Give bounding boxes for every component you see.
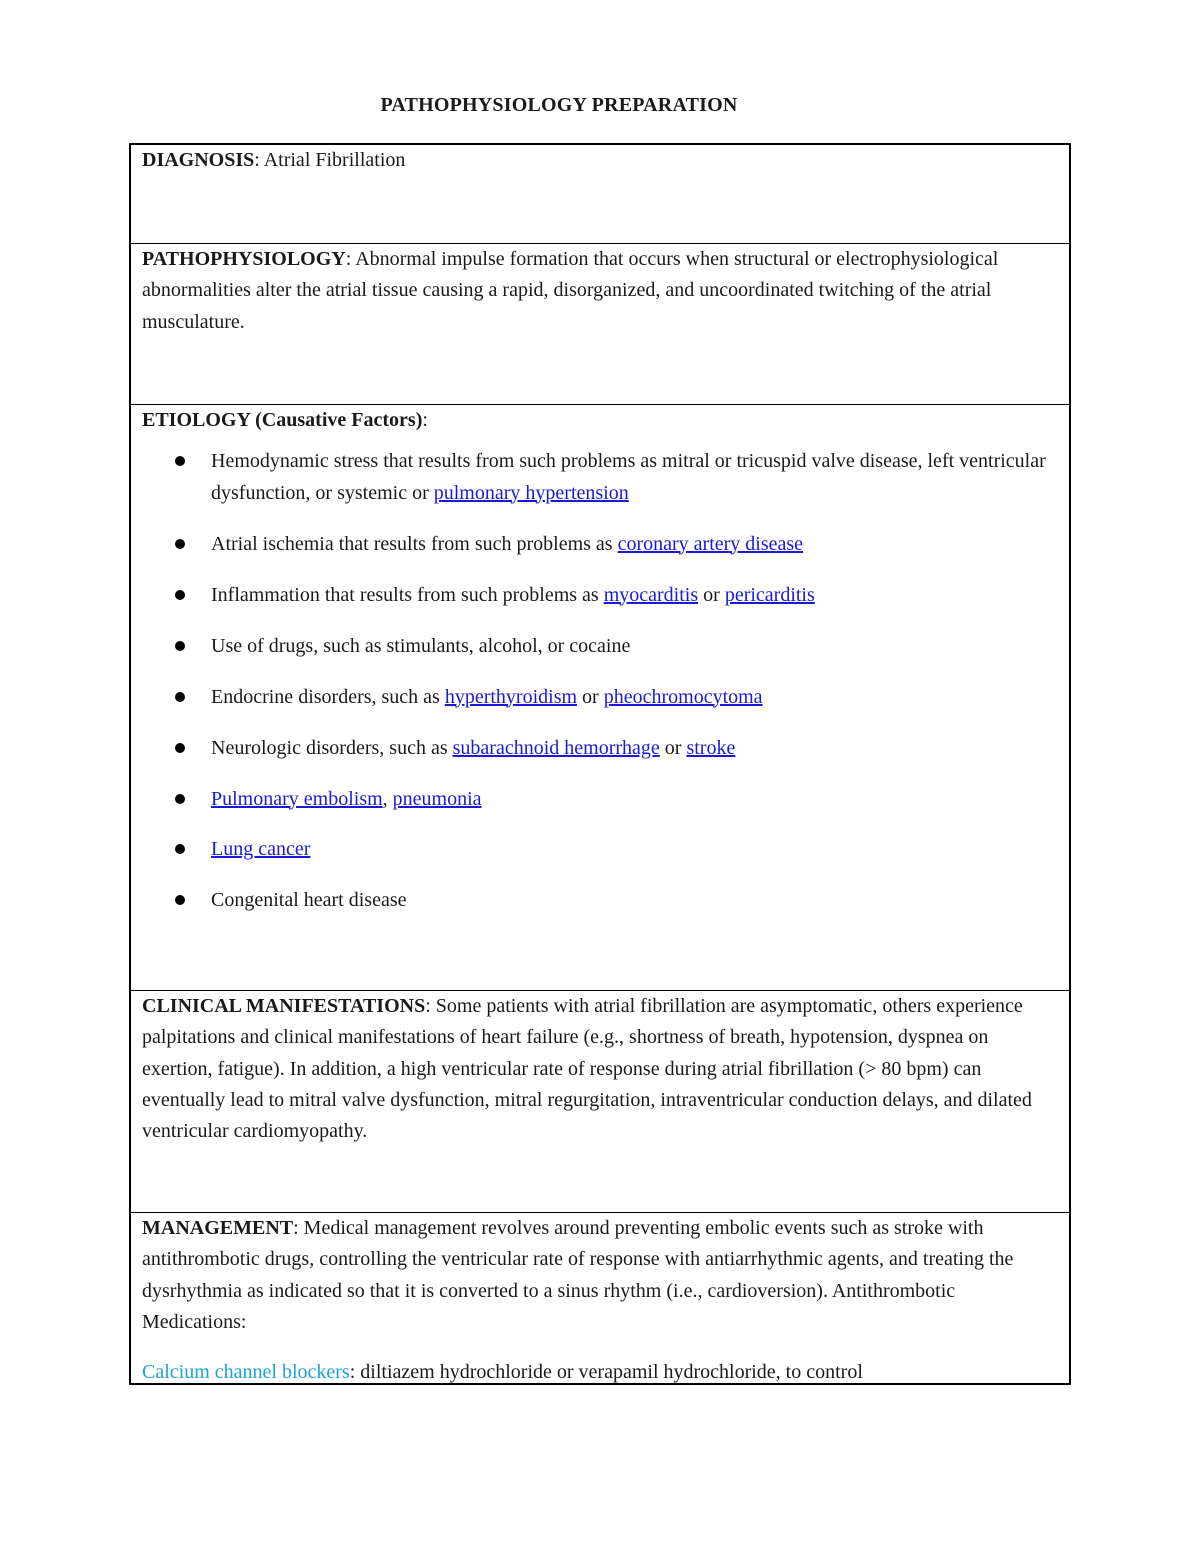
- bullet-icon: [175, 895, 185, 905]
- link-subarachnoid-hemorrhage[interactable]: subarachnoid hemorrhage: [452, 736, 660, 759]
- list-item: [142, 682, 1057, 713]
- item-text: or: [659, 736, 687, 759]
- ccb-text: : diltiazem hydrochloride or verapamil hydrochloride, to control: [349, 1361, 863, 1384]
- bullet-icon: [175, 641, 185, 651]
- link-lung-cancer[interactable]: Lung cancer: [211, 838, 311, 861]
- clinical-text: : Some patients with atrial fibrillation are asymptomatic, others experience palpitations and clinical manifestations of heart failure (e.g., shortness of breath, hypotension, dyspnea on exertion, fatigue). In addition, a high ventricular rate of response during atrial fibrillation (> 80 bpm) can eventually lead to mitral valve dysfunction, mitral regurgitation, intraventricular conduction delays, and dilated ventricular cardiomyopathy.: [142, 995, 1032, 1143]
- link-pulmonary-embolism[interactable]: Pulmonary embolism: [211, 787, 383, 810]
- link-stroke[interactable]: stroke: [686, 736, 736, 759]
- management-cell: [131, 1213, 1069, 1383]
- item-text: Neurologic disorders, such as: [211, 736, 453, 759]
- bullet-icon: [175, 794, 185, 804]
- pathophysiology-text: : Abnormal impulse formation that occurs when structural or electrophysiological abnormalities alter the atrial tissue causing a rapid, disorganized, and uncoordinated twitching of the atrial musculature.: [142, 248, 999, 333]
- bullet-icon: [175, 692, 185, 702]
- management-text: : Medical management revolves around preventing embolic events such as stroke with antithrombotic drugs, controlling the ventricular rate of response with antiarrhythmic agents, and treating the dysrhythmia as indicated so that it is converted to a sinus rhythm (i.e., cardioversion). Antithrombotic Medications:: [142, 1217, 1014, 1333]
- list-item: [142, 885, 1057, 916]
- link-coronary-artery-disease[interactable]: coronary artery disease: [617, 532, 804, 555]
- item-text: or: [698, 583, 725, 606]
- item-text: Congenital heart disease: [211, 889, 407, 912]
- bullet-icon: [175, 539, 185, 549]
- bullet-icon: [175, 743, 185, 753]
- item-text: Use of drugs, such as stimulants, alcohol, or cocaine: [211, 634, 631, 657]
- item-text: Atrial ischemia that results from such problems as: [211, 532, 618, 555]
- list-item: [142, 733, 1057, 764]
- item-text: ,: [382, 787, 393, 810]
- item-text: Inflammation that results from such problems as: [211, 583, 604, 606]
- diagnosis-cell: [131, 145, 1069, 244]
- diagnosis-label: DIAGNOSIS: [142, 149, 255, 171]
- link-myocarditis[interactable]: myocarditis: [603, 583, 699, 606]
- link-pulmonary-hypertension[interactable]: pulmonary hypertension: [433, 481, 629, 504]
- etiology-label: ETIOLOGY (Causative Factors): [142, 409, 423, 431]
- etiology-colon: :: [422, 409, 428, 431]
- clinical-label: CLINICAL MANIFESTATIONS: [142, 995, 426, 1017]
- link-hyperthyroidism[interactable]: hyperthyroidism: [444, 685, 578, 708]
- management-label: MANAGEMENT: [142, 1217, 294, 1239]
- etiology-cell: [131, 405, 1069, 991]
- etiology-list: [142, 446, 1057, 916]
- bullet-icon: [175, 590, 185, 600]
- link-pheochromocytoma[interactable]: pheochromocytoma: [603, 685, 763, 708]
- list-item: [142, 631, 1057, 662]
- list-item: [142, 580, 1057, 611]
- list-item: [142, 446, 1057, 509]
- item-text: Hemodynamic stress that results from such problems as mitral or tricuspid valve disease, left ventricular dysfunction, or systemic or: [211, 450, 1046, 504]
- diagnosis-text: : Atrial Fibrillation: [254, 149, 406, 171]
- page-title: PATHOPHYSIOLOGY PREPARATION: [380, 94, 738, 116]
- bullet-icon: [175, 456, 185, 466]
- list-item: [142, 834, 1057, 865]
- link-pneumonia[interactable]: pneumonia: [392, 787, 482, 810]
- item-text: or: [577, 685, 604, 708]
- clinical-cell: [131, 991, 1069, 1213]
- pathophysiology-label: PATHOPHYSIOLOGY: [142, 248, 346, 270]
- pathophysiology-cell: [131, 244, 1069, 405]
- link-pericarditis[interactable]: pericarditis: [724, 583, 815, 606]
- item-text: Endocrine disorders, such as: [211, 685, 445, 708]
- link-calcium-channel-blockers[interactable]: Calcium channel blockers: [142, 1361, 350, 1384]
- list-item: [142, 784, 1057, 815]
- list-item: [142, 529, 1057, 560]
- bullet-icon: [175, 844, 185, 854]
- prep-table: [129, 143, 1071, 1385]
